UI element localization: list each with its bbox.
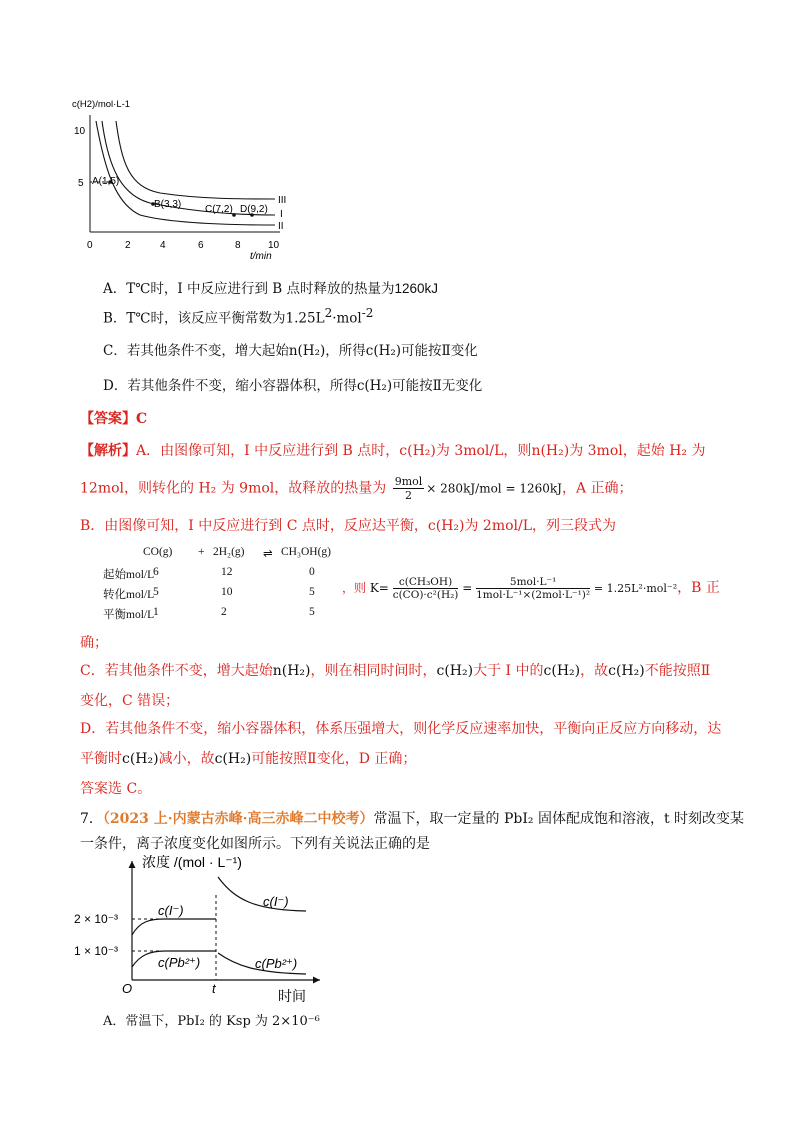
point-C: C(7,2) [205, 204, 233, 215]
point-B: B(3,3) [154, 199, 182, 210]
final-answer: 答案选 C。 [80, 781, 152, 797]
cell: 2 [221, 606, 227, 618]
header-eq: ⇌ [263, 548, 273, 560]
question-7-line2: 一条件，离子浓度变化如图所示。下列有关说法正确的是 [80, 836, 430, 852]
curve-i-ion-after [218, 877, 306, 911]
cell: 5 [153, 586, 159, 598]
option-a: A．T℃时，I 中反应进行到 B 点时释放的热量为1260kJ [103, 281, 439, 297]
cell: 0 [309, 566, 315, 578]
k-expression: ，则 K= $\frac{\text{c(CH₃OH)}}{\text{c(CO)·c²(H₂)}}$ = $\frac{\text{5mol·L⁻¹}}{\text{1mol·L⁻¹×(2mol·L⁻¹)²}}$ = 1.25L²·mol⁻²，B 正 [342, 576, 720, 601]
x-tick-10: 10 [268, 240, 280, 251]
option-c: C．若其他条件不变，增大起始n(H₂)，所得c(H₂)可能按Ⅱ变化 [103, 343, 478, 359]
row-label: 平衡mol/L [103, 609, 155, 621]
analysis-d1: D．若其他条件不变，缩小容器体积，体系压强增大，则化学反应速率加快，平衡向正反应方向移动，达 [80, 721, 722, 737]
cell: 1 [153, 606, 159, 618]
curve-III [116, 121, 275, 199]
cell: 5 [309, 606, 315, 618]
x-axis-label: 时间 [278, 988, 306, 1004]
header-co: CO(g) [143, 546, 173, 558]
label-pb-ion: c(Pb²⁺) [158, 955, 201, 970]
analysis-b1: B．由图像可知，I 中反应进行到 C 点时，反应达平衡，c(H₂)为 2mol/L，列三段式为 [80, 518, 617, 534]
x-tick-8: 8 [235, 240, 241, 251]
analysis-a1: 【解析】A．由图像可知，I 中反应进行到 B 点时，c(H₂)为 3mol/L，则n(H₂)为 3mol，起始 H₂ 为 [80, 443, 706, 459]
point-A: A(1,5) [92, 176, 120, 187]
header-h2: 2H₂(g) [213, 546, 245, 558]
analysis-b2: 确； [80, 635, 108, 651]
x-tick-6: 6 [198, 240, 204, 251]
analysis-a2: 12mol，则转化的 H₂ 为 9mol，故释放的热量为 $\frac{\text{9mol}}{2}$ × 280kJ/mol = 1260kJ，A 正确； [80, 475, 633, 502]
label-i-ion-after: c(I⁻) [263, 894, 289, 909]
y-tick-1e-3: 1 × 10⁻³ [74, 944, 119, 958]
cell: 6 [153, 566, 159, 578]
label-pb-ion-after: c(Pb²⁺) [255, 956, 298, 971]
x-tick-4: 4 [160, 240, 166, 251]
option-d: D．若其他条件不变，缩小容器体积，所得c(H₂)可能按Ⅱ无变化 [103, 378, 483, 394]
cell: 5 [309, 586, 315, 598]
y-tick-2e-3: 2 × 10⁻³ [74, 912, 119, 926]
chart-ion-concentration [70, 855, 340, 1010]
y-axis-label: 浓度 /(mol · L⁻¹) [142, 855, 242, 870]
curve-i-ion [132, 919, 216, 935]
row-label: 起始mol/L [103, 569, 155, 581]
analysis-c1: C．若其他条件不变，增大起始n(H₂)，则在相同时间时，c(H₂)大于 I 中的c(H₂)，故c(H₂)不能按照Ⅱ [80, 663, 711, 679]
option-b: B．T℃时，该反应平衡常数为$1.25L^2\cdot mol^{-2}$ [103, 306, 374, 327]
origin-label: O [122, 981, 133, 996]
label-III: III [278, 195, 287, 206]
point-D: D(9,2) [240, 204, 268, 215]
answer-label: 【答案】C [80, 411, 148, 427]
label-i-ion: c(I⁻) [158, 903, 184, 918]
y-axis-label: c(H2)/mol·L-1 [72, 99, 131, 110]
y-tick-5: 5 [78, 178, 84, 189]
row-label: 转化mol/L [103, 589, 155, 601]
question-7-option-a: A．常温下，PbI₂ 的 Ksp 为 2×10⁻⁶ [103, 1014, 320, 1029]
label-II: II [278, 221, 284, 232]
y-tick-10: 10 [74, 126, 86, 137]
x-axis-label: t/min [250, 251, 272, 260]
cell: 12 [221, 566, 233, 578]
x-tick-2: 2 [125, 240, 131, 251]
x-tick-0: 0 [87, 240, 93, 251]
t-label: t [212, 981, 216, 996]
question-7-line1: 7．（2023 上·内蒙古赤峰·高三赤峰二中校考）常温下，取一定量的 PbI₂ 固体配成饱和溶液，t 时刻改变某 [80, 811, 745, 827]
header-plus: + [198, 546, 205, 558]
cell: 10 [221, 586, 233, 598]
label-I: I [280, 209, 283, 220]
header-ch3oh: CH₃OH(g) [281, 546, 332, 558]
chart-h2-concentration [70, 95, 290, 260]
analysis-c2: 变化，C 错误； [80, 693, 180, 709]
analysis-d2: 平衡时c(H₂)减小，故c(H₂)可能按照Ⅱ变化，D 正确； [80, 751, 417, 767]
